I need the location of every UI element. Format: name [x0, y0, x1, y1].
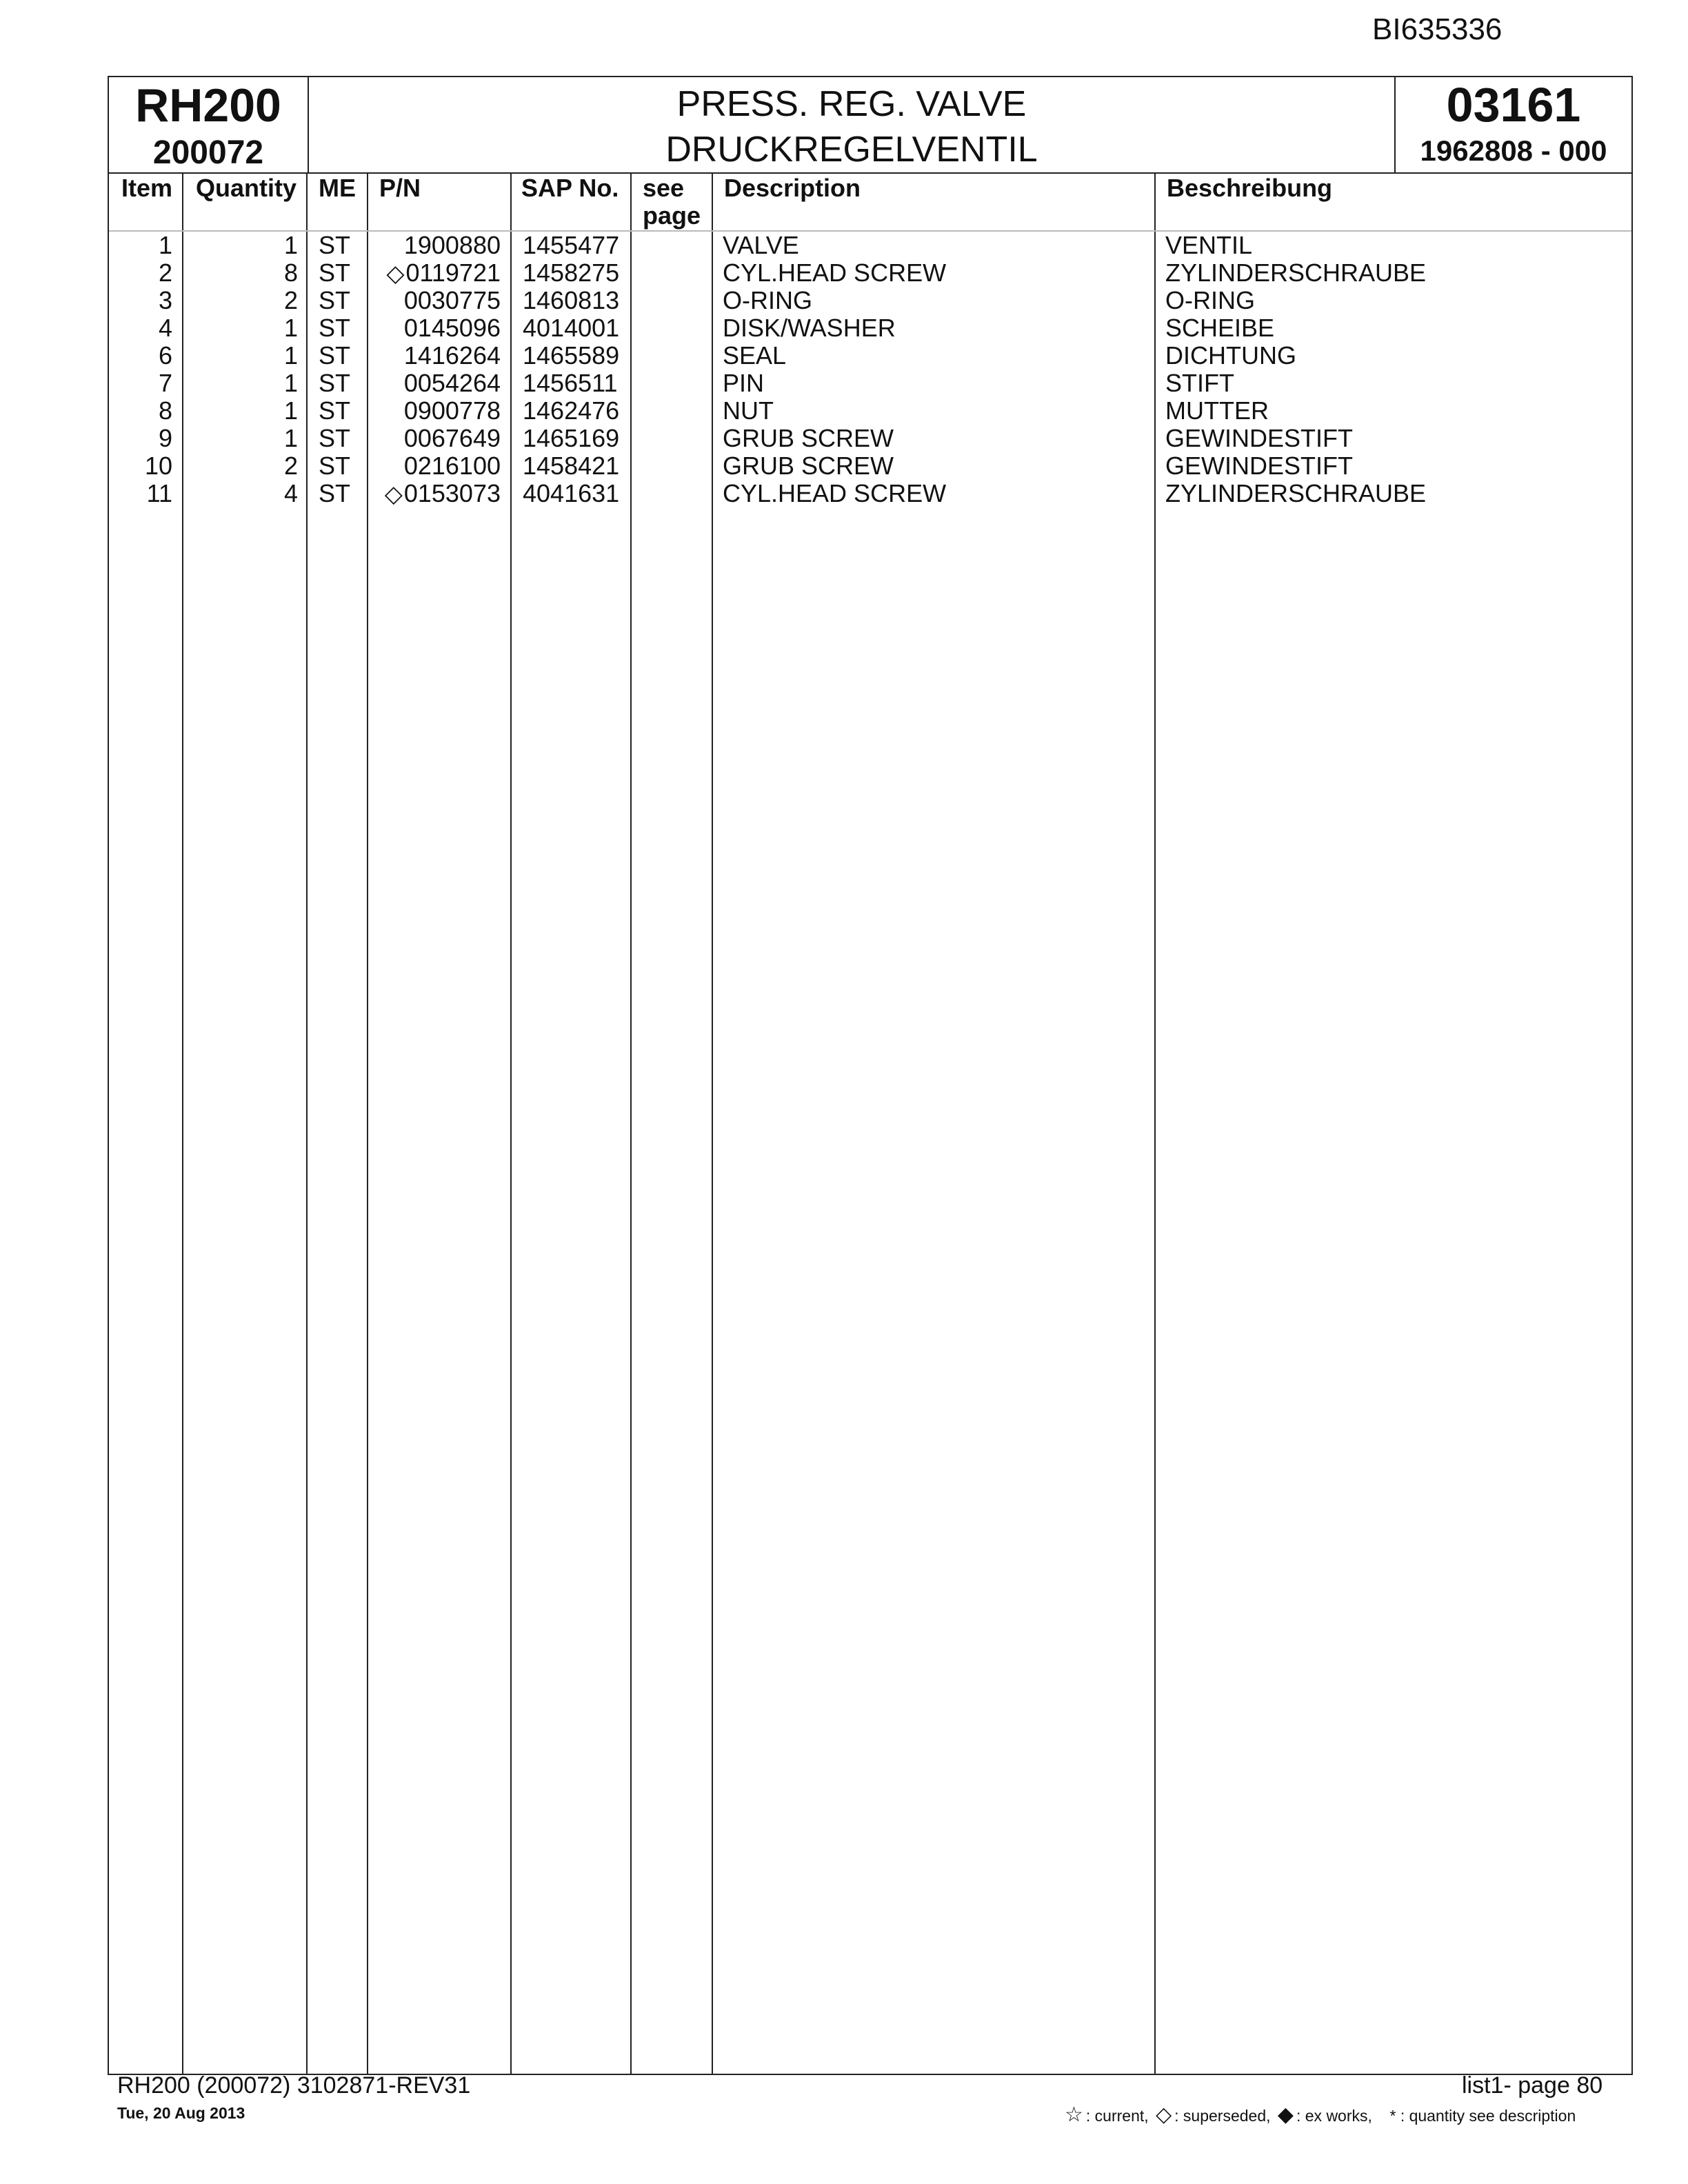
cell-beschreibung [1165, 314, 1274, 342]
cell-item [109, 314, 172, 342]
cell-sap [523, 370, 617, 397]
cell-description-text: CYL.HEAD SCREW [723, 479, 947, 507]
cell-sap-text: 1465589 [523, 341, 620, 370]
cell-pn-text: 1900880 [403, 231, 501, 259]
cell-item-text: 10 [144, 452, 172, 480]
cell-pn-text: 0067649 [403, 424, 501, 452]
cell-quantity [182, 259, 298, 287]
legend-current: : current, [1085, 2107, 1149, 2125]
cell-sap-text: 1458421 [523, 452, 620, 480]
column-divider [712, 172, 713, 2074]
cell-sap [523, 259, 619, 287]
cell-pn-text: 0900778 [403, 396, 501, 425]
cell-quantity [182, 370, 298, 397]
cell-quantity-text: 1 [283, 424, 298, 452]
cell-pn-text: 0153073 [403, 479, 501, 507]
cell-pn-text: 0145096 [403, 314, 501, 342]
cell-me-text: ST [319, 231, 351, 259]
cell-description-text: CYL.HEAD SCREW [723, 259, 947, 287]
cell-beschreibung-text: ZYLINDERSCHRAUBE [1165, 479, 1427, 507]
column-divider [1154, 172, 1156, 2074]
col-header-pn: P/N [379, 174, 421, 202]
cell-me [319, 397, 350, 425]
model-name: RH200 [135, 79, 281, 132]
cell-sap [523, 314, 619, 342]
cell-sap [523, 480, 619, 507]
parts-table [108, 172, 1633, 2075]
model-block [109, 77, 309, 172]
drawing-number: 1962808 - 000 [1420, 134, 1607, 167]
cell-item-text: 7 [158, 369, 172, 397]
cell-description-text: DISK/WASHER [723, 314, 896, 342]
legend-quantity: : quantity see description [1400, 2107, 1576, 2125]
col-header-page: page [643, 201, 701, 230]
cell-me-text: ST [319, 452, 351, 480]
cell-me-text: ST [319, 479, 351, 507]
column-divider [630, 172, 632, 2074]
cell-sap [523, 452, 619, 480]
title-block [309, 77, 1394, 172]
cell-pn-text: 0054264 [403, 369, 501, 397]
cell-me-text: ST [319, 424, 351, 452]
cell-beschreibung [1165, 232, 1252, 259]
cell-sap-text: 1458275 [523, 259, 620, 287]
cell-item-text: 3 [158, 286, 172, 314]
cell-pn-text: 0216100 [403, 452, 501, 480]
cell-pn-text: 0030775 [403, 286, 501, 314]
cell-pn [367, 259, 501, 287]
cell-beschreibung-text: STIFT [1165, 369, 1234, 397]
legend-superseded: : superseded, [1174, 2107, 1271, 2125]
cell-quantity-text: 1 [283, 231, 298, 259]
superseded-diamond-icon: ◇ [384, 481, 403, 507]
cell-pn [367, 480, 501, 508]
cell-item [109, 232, 172, 259]
cell-description [723, 232, 799, 259]
col-header-item: Item [121, 174, 173, 202]
cell-beschreibung [1165, 287, 1255, 314]
cell-sap-text: 1465169 [523, 424, 620, 452]
cell-beschreibung [1165, 342, 1296, 370]
footer-reference: RH200 (200072) 3102871-REV31 [117, 2072, 471, 2099]
cell-me-text: ST [319, 259, 351, 287]
cell-sap-text: 4014001 [523, 314, 620, 342]
cell-pn [367, 314, 501, 342]
cell-item-text: 4 [158, 314, 172, 342]
group-block [1394, 77, 1631, 172]
cell-me [319, 259, 350, 287]
cell-me [319, 342, 350, 370]
cell-me [319, 314, 350, 342]
col-header-me: ME [319, 174, 356, 202]
diamond-filled-icon: ◆ [1277, 2103, 1294, 2126]
cell-item-text: 9 [158, 424, 172, 452]
cell-beschreibung-text: MUTTER [1165, 396, 1269, 425]
cell-description [723, 259, 946, 287]
cell-item-text: 2 [158, 259, 172, 287]
cell-pn [367, 370, 501, 397]
cell-description-text: NUT [723, 396, 774, 425]
cell-sap [523, 397, 619, 425]
group-number: 03161 [1446, 78, 1581, 132]
cell-description-text: GRUB SCREW [723, 452, 894, 480]
cell-sap-text: 1455477 [523, 231, 620, 259]
cell-pn [367, 425, 501, 452]
col-header-sap: SAP No. [521, 174, 619, 202]
cell-pn-text: 0119721 [405, 259, 501, 287]
sheet-header [108, 76, 1633, 174]
cell-item [109, 480, 172, 507]
cell-quantity [182, 397, 298, 425]
cell-quantity-text: 1 [283, 314, 298, 342]
cell-description-text: PIN [723, 369, 765, 397]
cell-me-text: ST [319, 341, 351, 370]
cell-pn [367, 397, 501, 425]
cell-beschreibung-text: ZYLINDERSCHRAUBE [1165, 259, 1427, 287]
cell-description-text: GRUB SCREW [723, 424, 894, 452]
cell-beschreibung-text: DICHTUNG [1165, 341, 1296, 370]
asterisk-icon: * [1389, 2107, 1396, 2125]
col-header-description: Description [724, 174, 861, 202]
cell-quantity-text: 2 [283, 286, 298, 314]
cell-me-text: ST [319, 314, 351, 342]
cell-item-text: 11 [146, 479, 172, 507]
cell-pn-text: 1416264 [403, 341, 501, 370]
cell-sap-text: 4041631 [523, 479, 620, 507]
cell-pn [367, 452, 501, 480]
col-header-see: see [643, 174, 685, 202]
cell-item [109, 370, 172, 397]
cell-quantity [182, 425, 298, 452]
cell-item [109, 342, 172, 370]
cell-sap-text: 1462476 [523, 396, 620, 425]
cell-description-text: VALVE [723, 231, 799, 259]
cell-quantity-text: 4 [283, 479, 298, 507]
cell-pn [367, 287, 501, 314]
cell-item-text: 8 [158, 396, 172, 425]
cell-description [723, 452, 894, 480]
cell-description-text: O-RING [723, 286, 812, 314]
document-id: BI635336 [1372, 12, 1503, 46]
cell-item [109, 397, 172, 425]
diamond-outline-icon: ◇ [1156, 2103, 1172, 2126]
cell-description [723, 397, 774, 425]
col-header-quantity: Quantity [196, 174, 297, 202]
cell-beschreibung-text: O-RING [1165, 286, 1255, 314]
cell-quantity-text: 1 [283, 341, 298, 370]
cell-item [109, 425, 172, 452]
cell-beschreibung-text: SCHEIBE [1165, 314, 1275, 342]
cell-description [723, 314, 896, 342]
cell-item-text: 1 [158, 231, 172, 259]
cell-sap-text: 1456511 [523, 369, 618, 397]
symbol-legend [1062, 2103, 1576, 2127]
cell-item [109, 259, 172, 287]
cell-quantity-text: 1 [283, 396, 298, 425]
cell-me [319, 480, 350, 507]
cell-pn [367, 232, 501, 259]
page-number: list1- page 80 [1462, 2072, 1603, 2099]
cell-quantity [182, 480, 298, 507]
column-divider [306, 172, 308, 2074]
cell-beschreibung-text: GEWINDESTIFT [1165, 424, 1353, 452]
cell-sap [523, 287, 619, 314]
cell-item-text: 6 [158, 341, 172, 370]
cell-description [723, 425, 894, 452]
cell-quantity [182, 452, 298, 480]
cell-quantity [182, 232, 298, 259]
cell-description [723, 480, 946, 507]
cell-me-text: ST [319, 286, 351, 314]
cell-quantity [182, 314, 298, 342]
cell-quantity [182, 342, 298, 370]
cell-sap [523, 425, 619, 452]
cell-me [319, 452, 350, 480]
cell-quantity-text: 2 [283, 452, 298, 480]
cell-sap [523, 232, 619, 259]
cell-item [109, 452, 172, 480]
cell-beschreibung-text: VENTIL [1165, 231, 1253, 259]
cell-sap [523, 342, 619, 370]
cell-beschreibung [1165, 425, 1353, 452]
cell-beschreibung [1165, 480, 1426, 507]
cell-description [723, 287, 812, 314]
cell-beschreibung [1165, 452, 1353, 480]
cell-description [723, 370, 764, 397]
cell-beschreibung [1165, 259, 1426, 287]
cell-beschreibung-text: GEWINDESTIFT [1165, 452, 1353, 480]
superseded-diamond-icon: ◇ [386, 261, 405, 287]
title-english: PRESS. REG. VALVE [676, 84, 1027, 124]
cell-me [319, 232, 350, 259]
star-icon: ☆ [1065, 2103, 1083, 2126]
column-divider [510, 172, 512, 2074]
col-header-beschreibung: Beschreibung [1167, 174, 1333, 202]
cell-quantity-text: 8 [283, 259, 298, 287]
cell-beschreibung [1165, 397, 1269, 425]
cell-beschreibung [1165, 370, 1234, 397]
legend-exworks: : ex works, [1296, 2107, 1372, 2125]
cell-me-text: ST [319, 369, 351, 397]
footer-date: Tue, 20 Aug 2013 [117, 2104, 245, 2122]
serial-number: 200072 [152, 134, 264, 171]
cell-me [319, 287, 350, 314]
cell-quantity [182, 287, 298, 314]
cell-me [319, 425, 350, 452]
cell-item [109, 287, 172, 314]
cell-quantity-text: 1 [283, 369, 298, 397]
title-german: DRUCKREGELVENTIL [665, 130, 1038, 170]
cell-me [319, 370, 350, 397]
cell-description-text: SEAL [723, 341, 787, 370]
cell-me-text: ST [319, 396, 351, 425]
cell-pn [367, 342, 501, 370]
cell-sap-text: 1460813 [523, 286, 620, 314]
cell-description [723, 342, 786, 370]
